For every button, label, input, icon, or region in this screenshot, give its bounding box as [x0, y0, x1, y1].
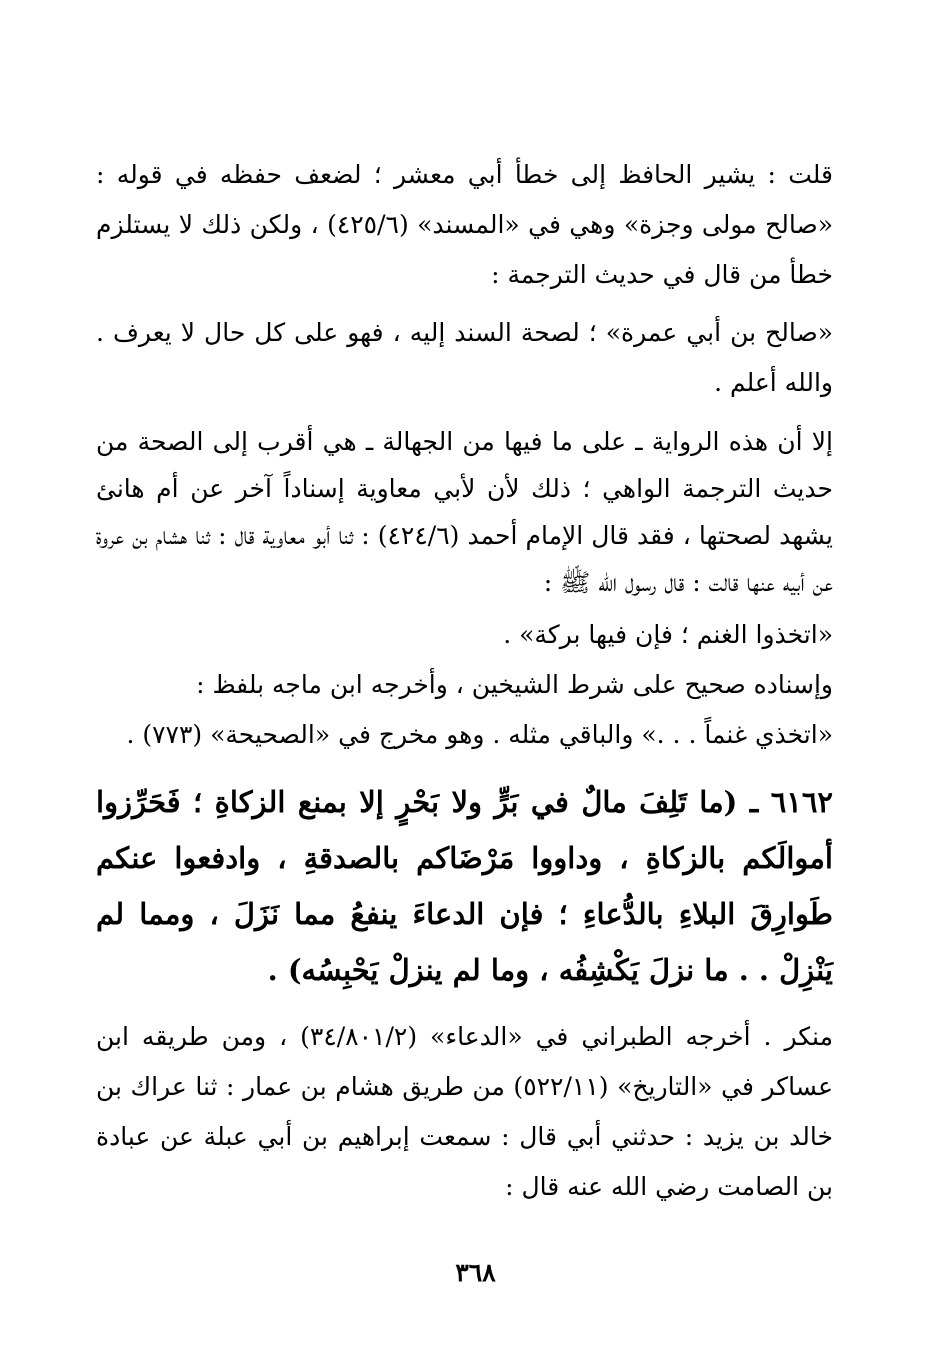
hadith-entry-text: ٦١٦٢ ـ (ما تَلِفَ مالٌ في بَرٍّ ولا بَحْرٍ إلا بمنع الزكاةِ ؛ فَحَرِّزوا أموالَكم بالزكاةِ ، وداووا مَرْضَاكم بالصدقةِ ، وادفعوا عنكم طَوارِقَ البلاءِ بالدُّعاءِ ؛ فإن الدعاءَ ينفعُ مما نَزَلَ ، ومما لم يَنْزِلْ . . ما نزلَ يَكْشِفُه ، وما لم ينزلْ يَحْبِسُه) .	[96, 785, 834, 987]
hadith-quote: «اتخذوا الغنم ؛ فإن فيها بركة» .	[503, 620, 833, 649]
commentary-paragraph: «صالح بن أبي عمرة» ؛ لصحة السند إليه ، فهو على كل حال لا يعرف . والله أعلم .	[96, 318, 833, 397]
takhrij-paragraph: منكر . أخرجه الطبراني في «الدعاء» (٣٤/٨٠١/٢) ، ومن طريقه ابن عساكر في «التاريخ» (٥٢٢/١١) من طريق هشام بن عمار : ثنا عراك بن خالد بن يزيد : حدثني أبي قال : سمعت إبراهيم بن أبي عبلة عن عبادة بن الصامت رضي الله عنه قال :	[96, 1022, 833, 1201]
commentary-paragraph: قلت : يشير الحافظ إلى خطأ أبي معشر ؛ لضعف حفظه في قوله : «صالح مولى وجزة» وهي في «المسند» (٤٢٥/٦) ، ولكن ذلك لا يستلزم خطأ من قال في حديث الترجمة :	[96, 160, 834, 289]
page-number: ٣٦٨	[455, 1258, 496, 1287]
commentary-paragraph: وإسناده صحيح على شرط الشيخين ، وأخرجه ابن ماجه بلفظ :	[196, 670, 833, 699]
commentary-paragraph: إلا أن هذه الرواية ـ على ما فيها من الجهالة ـ هي أقرب إلى الصحة من حديث الترجمة الواهي ؛ ذلك لأن لأبي معاوية إسناداً آخر عن أم هانئ يشهد لصحتها ، فقد قال الإمام أحمد (٤٢٤/٦) : ثنا أبو معاوية قال : ثنا هشام بن عروة عن أبيه عنها قالت : قال رسول الله ﷺ :	[96, 427, 833, 597]
hadith-quote: «اتخذي غنماً . . .» والباقي مثله . وهو مخرج في «الصحيحة» (٧٧٣) .	[126, 720, 833, 749]
